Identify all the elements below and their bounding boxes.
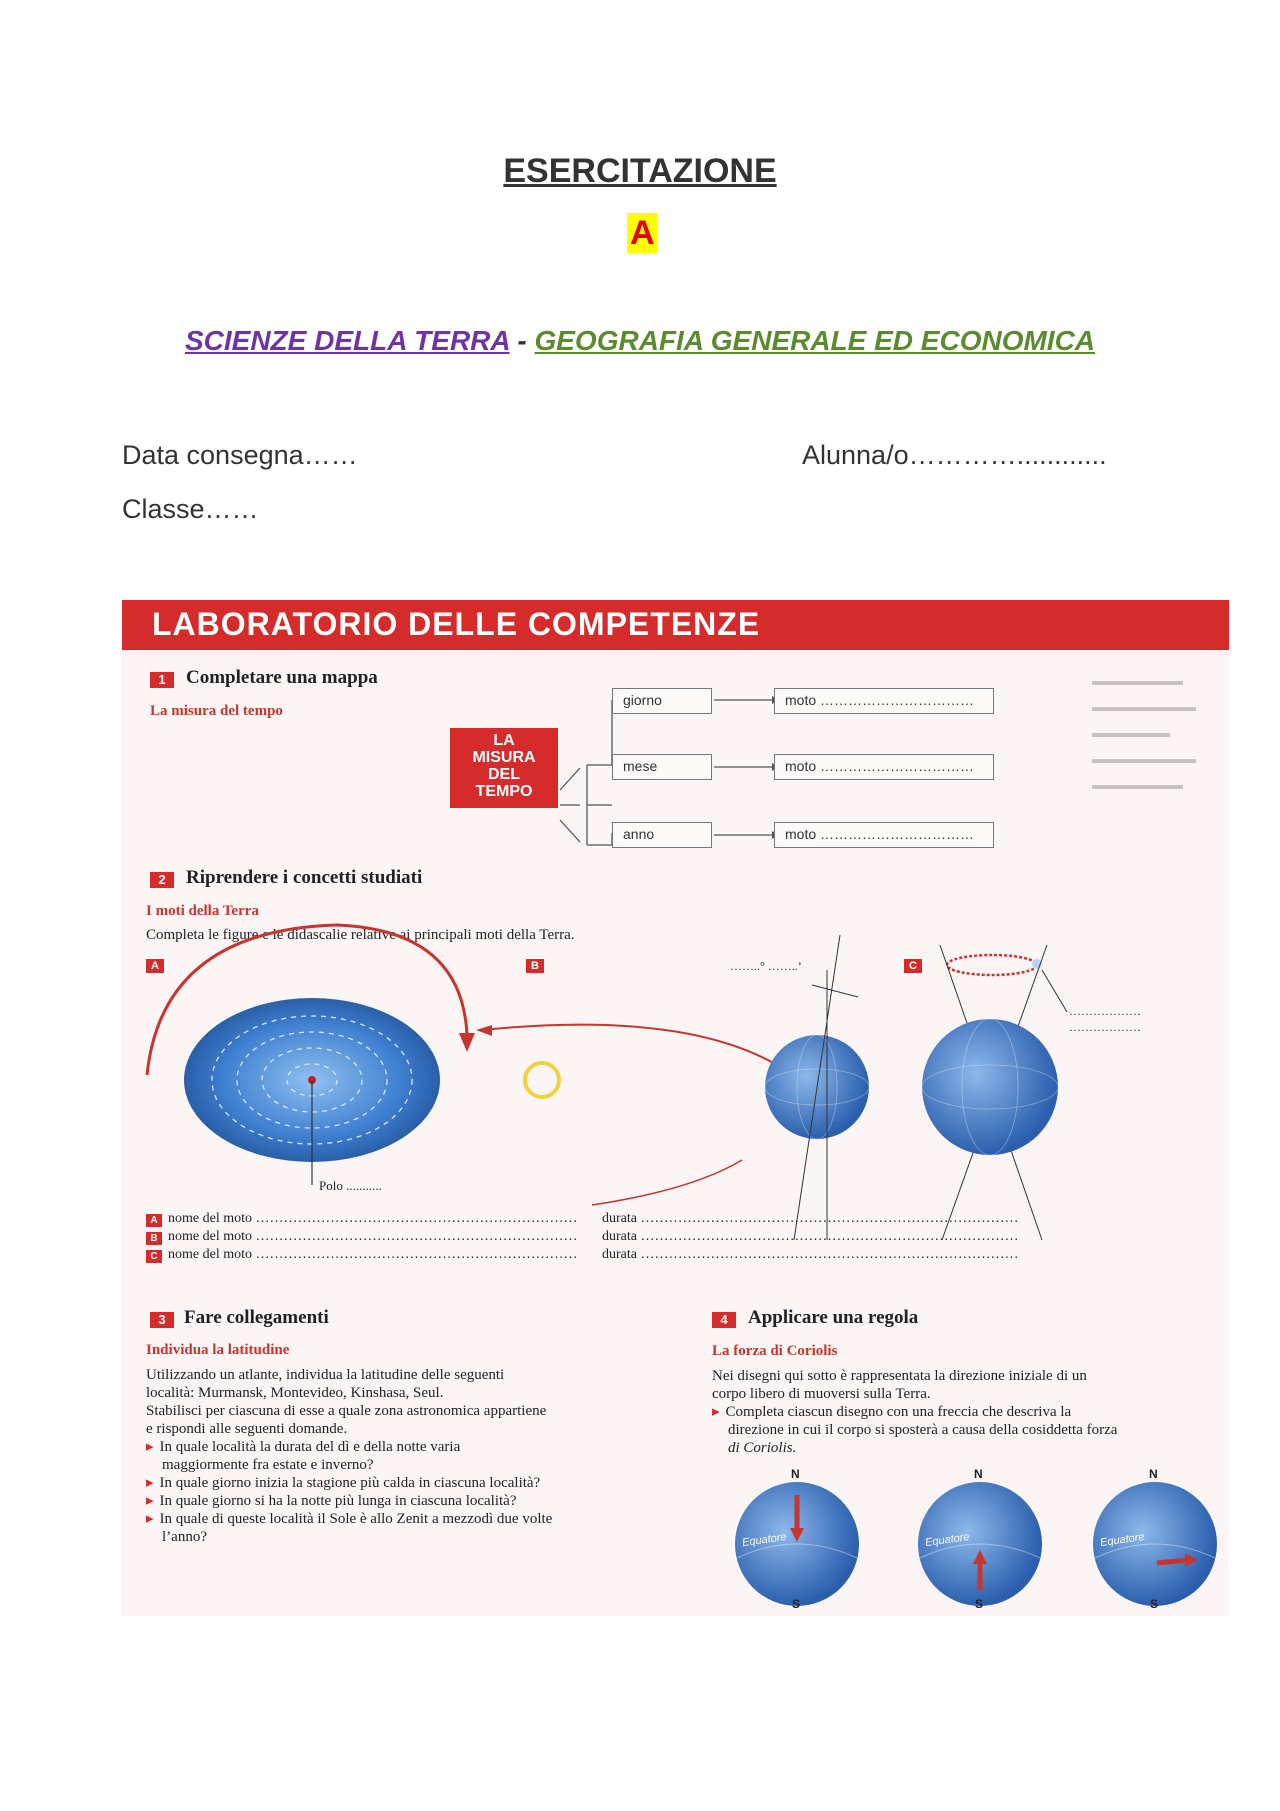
- motion-box-1: moto ……………………………: [774, 688, 994, 714]
- section-2-title: Riprendere i concetti studiati: [186, 867, 423, 888]
- globe-3-south: S: [1150, 1597, 1159, 1611]
- section-4-subtitle: La forza di Coriolis: [712, 1343, 838, 1359]
- center-line-3: DEL: [488, 766, 520, 783]
- tilt-angle-label: ……..° ……..’: [730, 959, 802, 973]
- question-1-cont: maggiormente fra estate e inverno?: [162, 1457, 374, 1473]
- unit-box-year: anno: [612, 822, 712, 848]
- section-4-line-1: Nei disegni qui sotto è rappresentata la direzione iniziale di un: [712, 1368, 1087, 1384]
- section-2-instruction: Completa le figure e le didascalie relative ai principali moti della Terra.: [146, 927, 575, 943]
- section-1-title: Completare una mappa: [186, 667, 378, 688]
- variant-badge: A: [627, 213, 658, 253]
- motion-name-a: nome del moto ……………………………………………………………: [168, 1211, 578, 1226]
- section-4-title: Applicare una regola: [748, 1307, 919, 1328]
- section-3-number: 3: [150, 1312, 174, 1328]
- precession-blank-1: ………………: [1069, 1004, 1141, 1018]
- question-2-text: In quale giorno inizia la stagione più calda in ciascuna località?: [159, 1475, 541, 1491]
- section-3-line-4: e rispondi alle seguenti domande.: [146, 1421, 348, 1437]
- coriolis-globes: [122, 600, 1229, 1616]
- motion-duration-a: durata ………………………………………………………………………: [602, 1211, 1019, 1226]
- unit-box-day: giorno: [612, 688, 712, 714]
- section-3-line-2: località: Murmansk, Montevideo, Kinshasa, Seul.: [146, 1385, 444, 1401]
- section-3-line-3: Stabilisci per ciascuna di esse a quale zona astronomica appartiene: [146, 1403, 547, 1419]
- unit-box-month: mese: [612, 754, 712, 780]
- row-label-b: B: [146, 1232, 162, 1245]
- globe-1-north: N: [791, 1467, 800, 1481]
- section-2-number: 2: [150, 872, 174, 888]
- globe-3-equator: Equatore: [1099, 1530, 1146, 1550]
- section-4-bullet-cont-1: direzione in cui il corpo si sposterà a causa della cosiddetta forza: [728, 1422, 1118, 1438]
- row-label-c: C: [146, 1250, 162, 1263]
- section-3-title: Fare collegamenti: [184, 1307, 329, 1328]
- section-4-bullet-cont-2: di Coriolis.: [728, 1440, 797, 1456]
- motion-box-2: moto ……………………………: [774, 754, 994, 780]
- subject-separator: -: [517, 325, 527, 356]
- section-2-subtitle: I moti della Terra: [146, 903, 259, 919]
- motion-name-b: nome del moto ……………………………………………………………: [168, 1229, 578, 1244]
- subject-geography: GEOGRAFIA GENERALE ED ECONOMICA: [534, 325, 1096, 356]
- globe-2-equator: Equatore: [924, 1530, 971, 1550]
- globe-1-south: S: [792, 1597, 801, 1611]
- section-4-line-2: corpo libero di muoversi sulla Terra.: [712, 1386, 931, 1402]
- bleed-through-text: ▬▬▬▬▬▬▬ ▬▬▬▬▬▬▬▬ ▬▬▬▬▬▬ ▬▬▬▬▬▬▬▬ ▬▬▬▬▬▬▬: [1092, 673, 1196, 792]
- section-3-subtitle: Individua la latitudine: [146, 1342, 290, 1358]
- globe-3-north: N: [1149, 1467, 1158, 1481]
- motion-name-c: nome del moto ……………………………………………………………: [168, 1247, 578, 1262]
- pole-label: Polo ...........: [319, 1178, 382, 1193]
- subject-earth-sciences: SCIENZE DELLA TERRA: [184, 325, 510, 356]
- question-1-text: In quale località la durata del dì e della notte varia: [159, 1439, 461, 1455]
- center-line-1: LA: [493, 732, 515, 749]
- delivery-date-field: Data consegna……: [122, 440, 358, 470]
- question-4-text: In quale di queste località il Sole è allo Zenit a mezzodì due volte: [159, 1511, 553, 1527]
- motion-box-3: moto ……………………………: [774, 822, 994, 848]
- textbook-page-scan: [122, 600, 1229, 1616]
- figure-label-b: B: [526, 959, 544, 973]
- section-1-number: 1: [150, 672, 174, 688]
- subject-line: [0, 325, 1280, 357]
- section-4-bullet-text: Completa ciascun disegno con una freccia che descriva la: [725, 1404, 1072, 1420]
- row-label-a: A: [146, 1214, 162, 1227]
- motion-duration-c: durata ………………………………………………………………………: [602, 1247, 1019, 1262]
- figure-label-c: C: [904, 959, 922, 973]
- globe-2-south: S: [975, 1597, 984, 1611]
- lab-banner-title: LABORATORIO DELLE COMPETENZE: [152, 606, 761, 642]
- section-1-subtitle: La misura del tempo: [150, 703, 283, 719]
- section-4-number: 4: [712, 1312, 736, 1328]
- figure-label-a: A: [146, 959, 164, 973]
- globe-2-north: N: [974, 1467, 983, 1481]
- class-field: Classe……: [122, 494, 259, 524]
- motion-duration-b: durata ………………………………………………………………………: [602, 1229, 1019, 1244]
- student-name-field: Alunna/o…………............: [802, 440, 1107, 470]
- section-3-line-1: Utilizzando un atlante, individua la latitudine delle seguenti: [146, 1367, 505, 1383]
- center-line-4: TEMPO: [475, 783, 533, 800]
- document-title: ESERCITAZIONE: [503, 152, 777, 190]
- question-3-text: In quale giorno si ha la notte più lunga in ciascuna località?: [159, 1493, 517, 1509]
- center-line-2: MISURA: [472, 749, 536, 766]
- question-4-cont: l’anno?: [162, 1529, 207, 1545]
- precession-blank-2: ………………: [1069, 1020, 1141, 1034]
- globe-1-equator: Equatore: [741, 1530, 788, 1550]
